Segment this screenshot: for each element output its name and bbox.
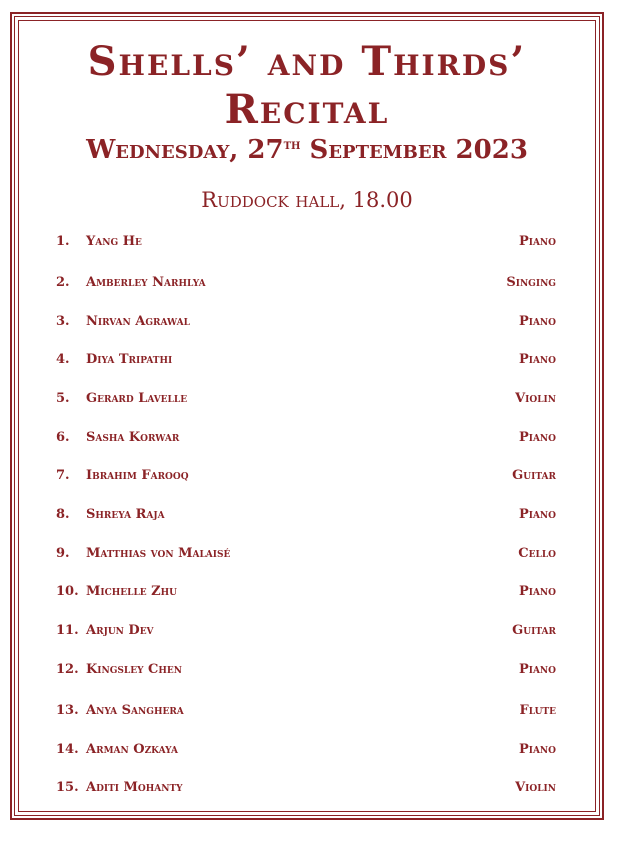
- performer-number: 4.: [56, 352, 70, 367]
- date-ordinal-suffix: th: [283, 137, 301, 153]
- performer-name: Anya Sanghera: [86, 703, 184, 718]
- performer-instrument: Cello: [518, 546, 556, 561]
- performer-name: Shreya Raja: [86, 507, 165, 522]
- date-month-year: September 2023: [300, 135, 528, 165]
- list-item: [56, 272, 556, 294]
- performer-instrument: Piano: [518, 234, 556, 249]
- list-item: [56, 311, 556, 333]
- performer-number: 1.: [56, 234, 70, 249]
- performer-name: Sasha Korwar: [86, 430, 180, 445]
- performer-number: 5.: [56, 391, 70, 406]
- list-item: [56, 700, 556, 722]
- performer-number: 7.: [56, 468, 70, 483]
- performer-number: 9.: [56, 546, 70, 561]
- title-line-1: Shells’ and Thirds’: [87, 38, 527, 85]
- list-item: [56, 543, 556, 565]
- performer-number: 8.: [56, 507, 70, 522]
- performer-number: 12.: [56, 662, 79, 677]
- performer-instrument: Piano: [518, 662, 556, 677]
- performer-number: 6.: [56, 430, 70, 445]
- list-item: [56, 620, 556, 642]
- performer-instrument: Piano: [518, 507, 556, 522]
- performer-instrument: Singing: [506, 275, 556, 290]
- performer-number: 13.: [56, 703, 79, 718]
- performer-name: Amberley Narhlya: [86, 275, 206, 290]
- list-item: [56, 504, 556, 526]
- performer-name: Yang He: [86, 234, 142, 249]
- performer-number: 3.: [56, 314, 70, 329]
- list-item: [56, 739, 556, 761]
- performer-name: Gerard Lavelle: [86, 391, 188, 406]
- performer-instrument: Flute: [519, 703, 556, 718]
- performer-name: Diya Tripathi: [86, 352, 173, 367]
- date-prefix: Wednesday, 27: [86, 135, 284, 165]
- page-title: [20, 38, 594, 134]
- performer-instrument: Piano: [518, 742, 556, 757]
- performer-instrument: Piano: [518, 584, 556, 599]
- performer-name: Michelle Zhu: [86, 584, 178, 599]
- title-line-2: Recital: [224, 86, 390, 133]
- performer-instrument: Guitar: [512, 468, 556, 483]
- performer-instrument: Piano: [518, 352, 556, 367]
- performer-name: Kingsley Chen: [86, 662, 182, 677]
- list-item: [56, 349, 556, 371]
- performer-name: Matthias von Malaisé: [86, 546, 231, 561]
- event-venue-time: Ruddock hall, 18.00: [201, 188, 413, 212]
- event-date: [20, 134, 594, 166]
- list-item: [56, 659, 556, 681]
- performer-name: Ibrahim Farooq: [86, 468, 189, 483]
- performer-number: 14.: [56, 742, 79, 757]
- performer-instrument: Violin: [515, 391, 556, 406]
- list-item: [56, 388, 556, 410]
- list-item: [56, 581, 556, 603]
- performer-number: 15.: [56, 780, 79, 795]
- performer-name: Arjun Dev: [86, 623, 154, 638]
- performer-instrument: Piano: [518, 314, 556, 329]
- performer-instrument: Piano: [518, 430, 556, 445]
- performer-instrument: Guitar: [512, 623, 556, 638]
- performer-number: 11.: [56, 623, 79, 638]
- performer-number: 10.: [56, 584, 79, 599]
- performer-name: Nirvan Agrawal: [86, 314, 190, 329]
- list-item: [56, 777, 556, 799]
- performer-name: Arman Ozkaya: [86, 742, 178, 757]
- list-item: [56, 231, 556, 253]
- performer-instrument: Violin: [515, 780, 556, 795]
- list-item: [56, 427, 556, 449]
- performer-number: 2.: [56, 275, 70, 290]
- performer-name: Aditi Mohanty: [86, 780, 183, 795]
- list-item: [56, 465, 556, 487]
